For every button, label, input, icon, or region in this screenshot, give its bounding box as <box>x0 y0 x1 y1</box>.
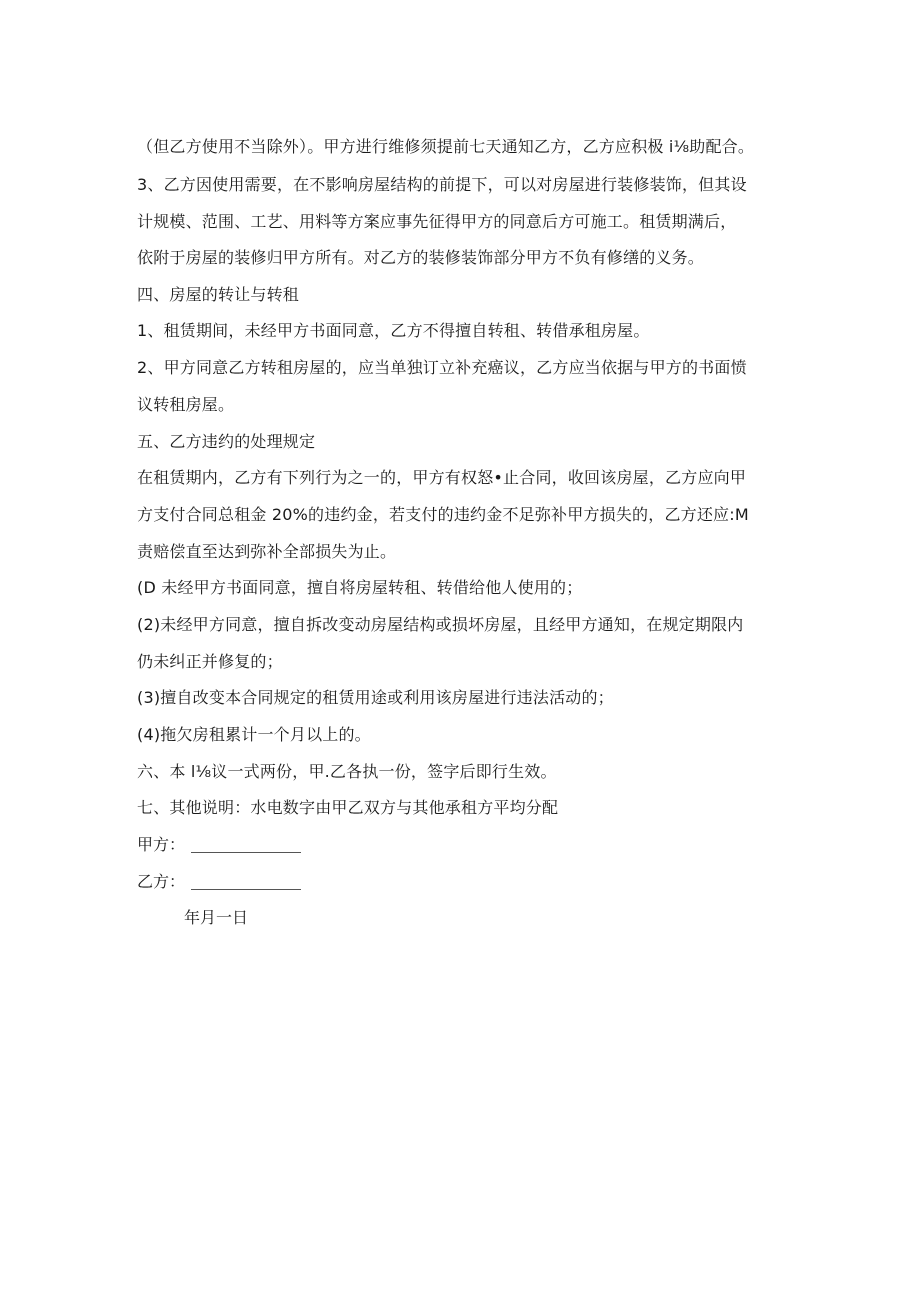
text-line-7: 2、甲方同意乙方转租房屋的，应当单独订立补充癌议，乙方应当依据与甲方的书面愤 <box>137 358 747 377</box>
party-b-signature-line <box>191 889 301 890</box>
party-a-label: 甲方： <box>137 835 186 854</box>
date-field: 年月一日 <box>184 908 249 927</box>
party-b-label: 乙方： <box>137 872 186 891</box>
section-heading-5: 五、乙方违约的处理规定 <box>137 432 316 451</box>
text-line-6: 1、租赁期间，未经甲方书面同意，乙方不得擅自转租、转借承租房屋。 <box>137 321 650 340</box>
text-line-12: 责赔偿直至达到弥补全部损失为止。 <box>137 542 397 561</box>
party-b-signature <box>137 872 301 892</box>
section-heading-6: 六、本 l⅛议一式两份，甲.乙各执一份，签字后即行生效。 <box>137 762 557 781</box>
text-line-10: 在租赁期内，乙方有下列行为之一的，甲方有权怒•止合同，收回该房屋，乙方应向甲 <box>137 468 747 487</box>
text-line-1: （但乙方使用不当除外）。甲方进行维修须提前七天通知乙方，乙方应积极 i⅛助配合。 <box>137 137 755 156</box>
text-line-3: 计规模、范围、工艺、用料等方案应事先征得甲方的同意后方可施工。租赁期满后， <box>137 212 737 231</box>
text-line-11: 方支付合同总租金 20%的违约金，若支付的违约金不足弥补甲方损失的，乙方还应:M <box>137 505 749 524</box>
list-item-3: (3)擅自改变本合同规定的租赁用途或利用该房屋进行违法活动的； <box>137 688 614 707</box>
text-line-2: 3、乙方因使用需要，在不影响房屋结构的前提下，可以对房屋进行装修装饰，但其设 <box>137 175 747 194</box>
list-item-4: (4)拖欠房租累计一个月以上的。 <box>137 725 371 744</box>
section-heading-7: 七、其他说明：水电数字由甲乙双方与其他承租方平均分配 <box>137 798 559 817</box>
text-line-8: 议转租房屋。 <box>137 395 235 414</box>
list-item-1: (D 未经甲方书面同意，擅自将房屋转租、转借给他人使用的； <box>137 578 583 597</box>
party-a-signature <box>137 835 301 855</box>
list-item-2-cont: 仍未纠正并修复的； <box>137 652 283 671</box>
party-a-signature-line <box>191 852 301 853</box>
list-item-2: (2)未经甲方同意，擅自拆改变动房屋结构或损坏房屋，且经甲方通知，在规定期限内 <box>137 615 744 634</box>
section-heading-4: 四、房屋的转让与转租 <box>137 285 300 304</box>
text-line-4: 依附于房屋的装修归甲方所有。对乙方的装修装饰部分甲方不负有修缮的义务。 <box>137 248 705 267</box>
